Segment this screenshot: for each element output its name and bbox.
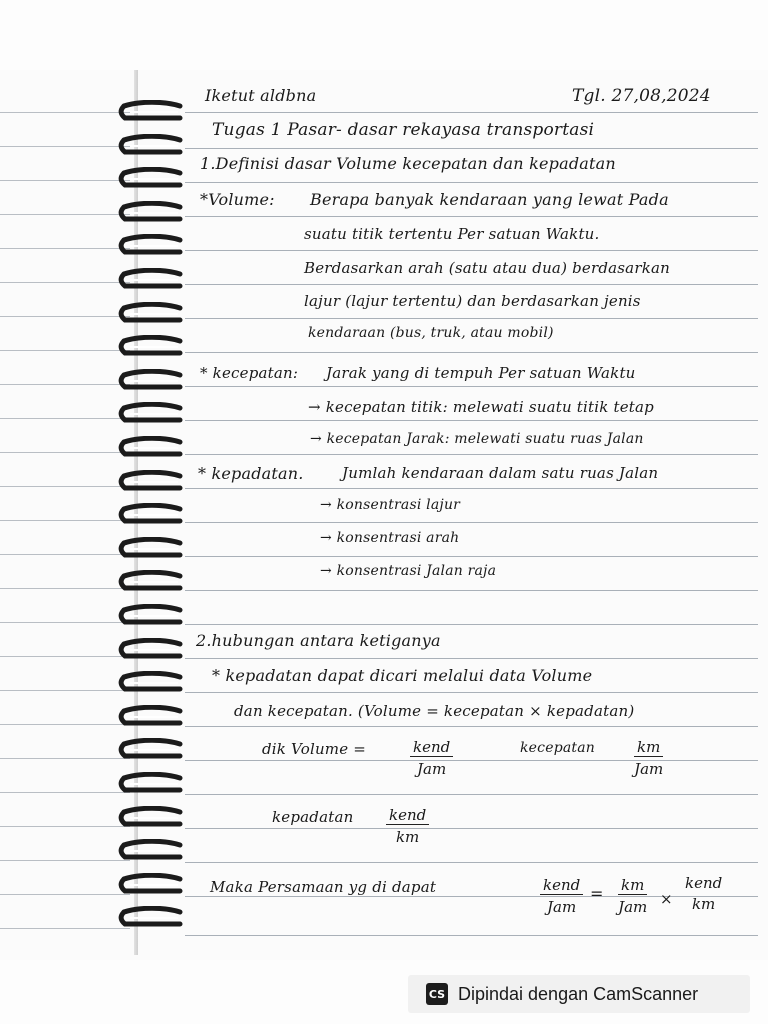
assignment-title: Tugas 1 Pasar- dasar rekayasa transportasi <box>212 120 595 140</box>
spiral-ring <box>118 134 184 158</box>
kepadatan-item-3: → konsentrasi Jalan raja <box>320 563 497 579</box>
kepadatan-unit-label: kepadatan <box>272 808 354 826</box>
kepadatan-definition: Jumlah kendaraan dalam satu ruas Jalan <box>342 464 659 482</box>
equation-left-numerator: kend <box>540 876 583 895</box>
camscanner-text: Dipindai dengan CamScanner <box>458 983 699 1004</box>
equation-right-fraction <box>682 874 725 913</box>
spiral-ring <box>118 503 184 527</box>
spiral-ring <box>118 537 184 561</box>
kepadatan-unit-fraction <box>386 806 429 846</box>
camscanner-watermark <box>408 975 750 1013</box>
volume-unit-denominator: Jam <box>417 760 447 778</box>
equation-middle-numerator: km <box>618 876 647 895</box>
equation-middle-denominator: Jam <box>618 898 648 916</box>
spiral-ring <box>118 570 184 594</box>
volume-label: *Volume: <box>200 190 275 209</box>
spiral-ring <box>118 167 184 191</box>
volume-line-1: Berapa banyak kendaraan yang lewat Pada <box>310 190 669 209</box>
section-2-heading: 2.hubungan antara ketiganya <box>196 631 441 650</box>
spiral-ring <box>118 268 184 292</box>
spiral-ring <box>118 638 184 662</box>
kecepatan-item-1: → kecepatan titik: melewati suatu titik tetap <box>308 398 654 416</box>
spiral-ring <box>118 470 184 494</box>
section-2-line-2: dan kecepatan. (Volume = kecepatan × kepadatan) <box>234 702 635 720</box>
equation-right-denominator: km <box>691 895 716 913</box>
kecepatan-label: * kecepatan: <box>200 364 299 382</box>
spiral-ring <box>118 604 184 628</box>
kepadatan-label: * kepadatan. <box>198 464 304 483</box>
kepadatan-item-1: → konsentrasi lajur <box>320 497 461 513</box>
spiral-ring <box>118 738 184 762</box>
spiral-ring <box>118 201 184 225</box>
volume-unit-numerator: kend <box>410 738 453 757</box>
spiral-ring <box>118 806 184 830</box>
equation-left-denominator: Jam <box>547 898 577 916</box>
volume-line-4: lajur (lajur tertentu) dan berdasarkan jenis <box>304 292 641 310</box>
dik-volume-label: dik Volume = <box>262 740 367 758</box>
spiral-ring <box>118 839 184 863</box>
kecepatan-unit-numerator: km <box>634 738 663 757</box>
spiral-ring <box>118 705 184 729</box>
section-2-line-1: * kepadatan dapat dicari melalui data Volume <box>212 666 593 685</box>
equation-equals-sign: = <box>590 884 604 903</box>
section-1-heading: 1.Definisi dasar Volume kecepatan dan kepadatan <box>200 154 616 173</box>
kecepatan-unit-label: kecepatan <box>520 740 595 756</box>
spiral-ring <box>118 436 184 460</box>
spiral-ring <box>118 369 184 393</box>
equation-middle-fraction <box>618 876 647 916</box>
kecepatan-unit-denominator: Jam <box>634 760 664 778</box>
equation-right-numerator: kend <box>685 874 723 892</box>
spiral-ring <box>118 302 184 326</box>
equation-times-sign: × <box>660 890 673 908</box>
spiral-ring <box>118 906 184 930</box>
equation-left-fraction <box>540 876 583 916</box>
volume-line-5: kendaraan (bus, truk, atau mobil) <box>308 325 554 341</box>
kecepatan-unit-fraction <box>634 738 663 778</box>
spiral-ring <box>118 873 184 897</box>
author-name: Iketut aldbna <box>205 86 317 105</box>
spiral-ring <box>118 772 184 796</box>
kepadatan-item-2: → konsentrasi arah <box>320 530 460 546</box>
maka-persamaan-label: Maka Persamaan yg di dapat <box>210 878 437 896</box>
spiral-ring <box>118 671 184 695</box>
spiral-ring <box>118 335 184 359</box>
kepadatan-unit-denominator: km <box>395 828 420 846</box>
kecepatan-item-2: → kecepatan Jarak: melewati suatu ruas Jalan <box>310 431 644 447</box>
spiral-ring <box>118 402 184 426</box>
kepadatan-unit-numerator: kend <box>386 806 429 825</box>
spiral-ring <box>118 234 184 258</box>
volume-unit-fraction <box>410 738 453 778</box>
spiral-ring <box>118 100 184 124</box>
volume-line-3: Berdasarkan arah (satu atau dua) berdasarkan <box>304 259 670 277</box>
date-label: Tgl. 27,08,2024 <box>572 86 711 106</box>
volume-line-2: suatu titik tertentu Per satuan Waktu. <box>304 225 600 243</box>
camscanner-logo-icon: CS <box>426 983 448 1005</box>
kecepatan-definition: Jarak yang di tempuh Per satuan Waktu <box>326 364 636 382</box>
